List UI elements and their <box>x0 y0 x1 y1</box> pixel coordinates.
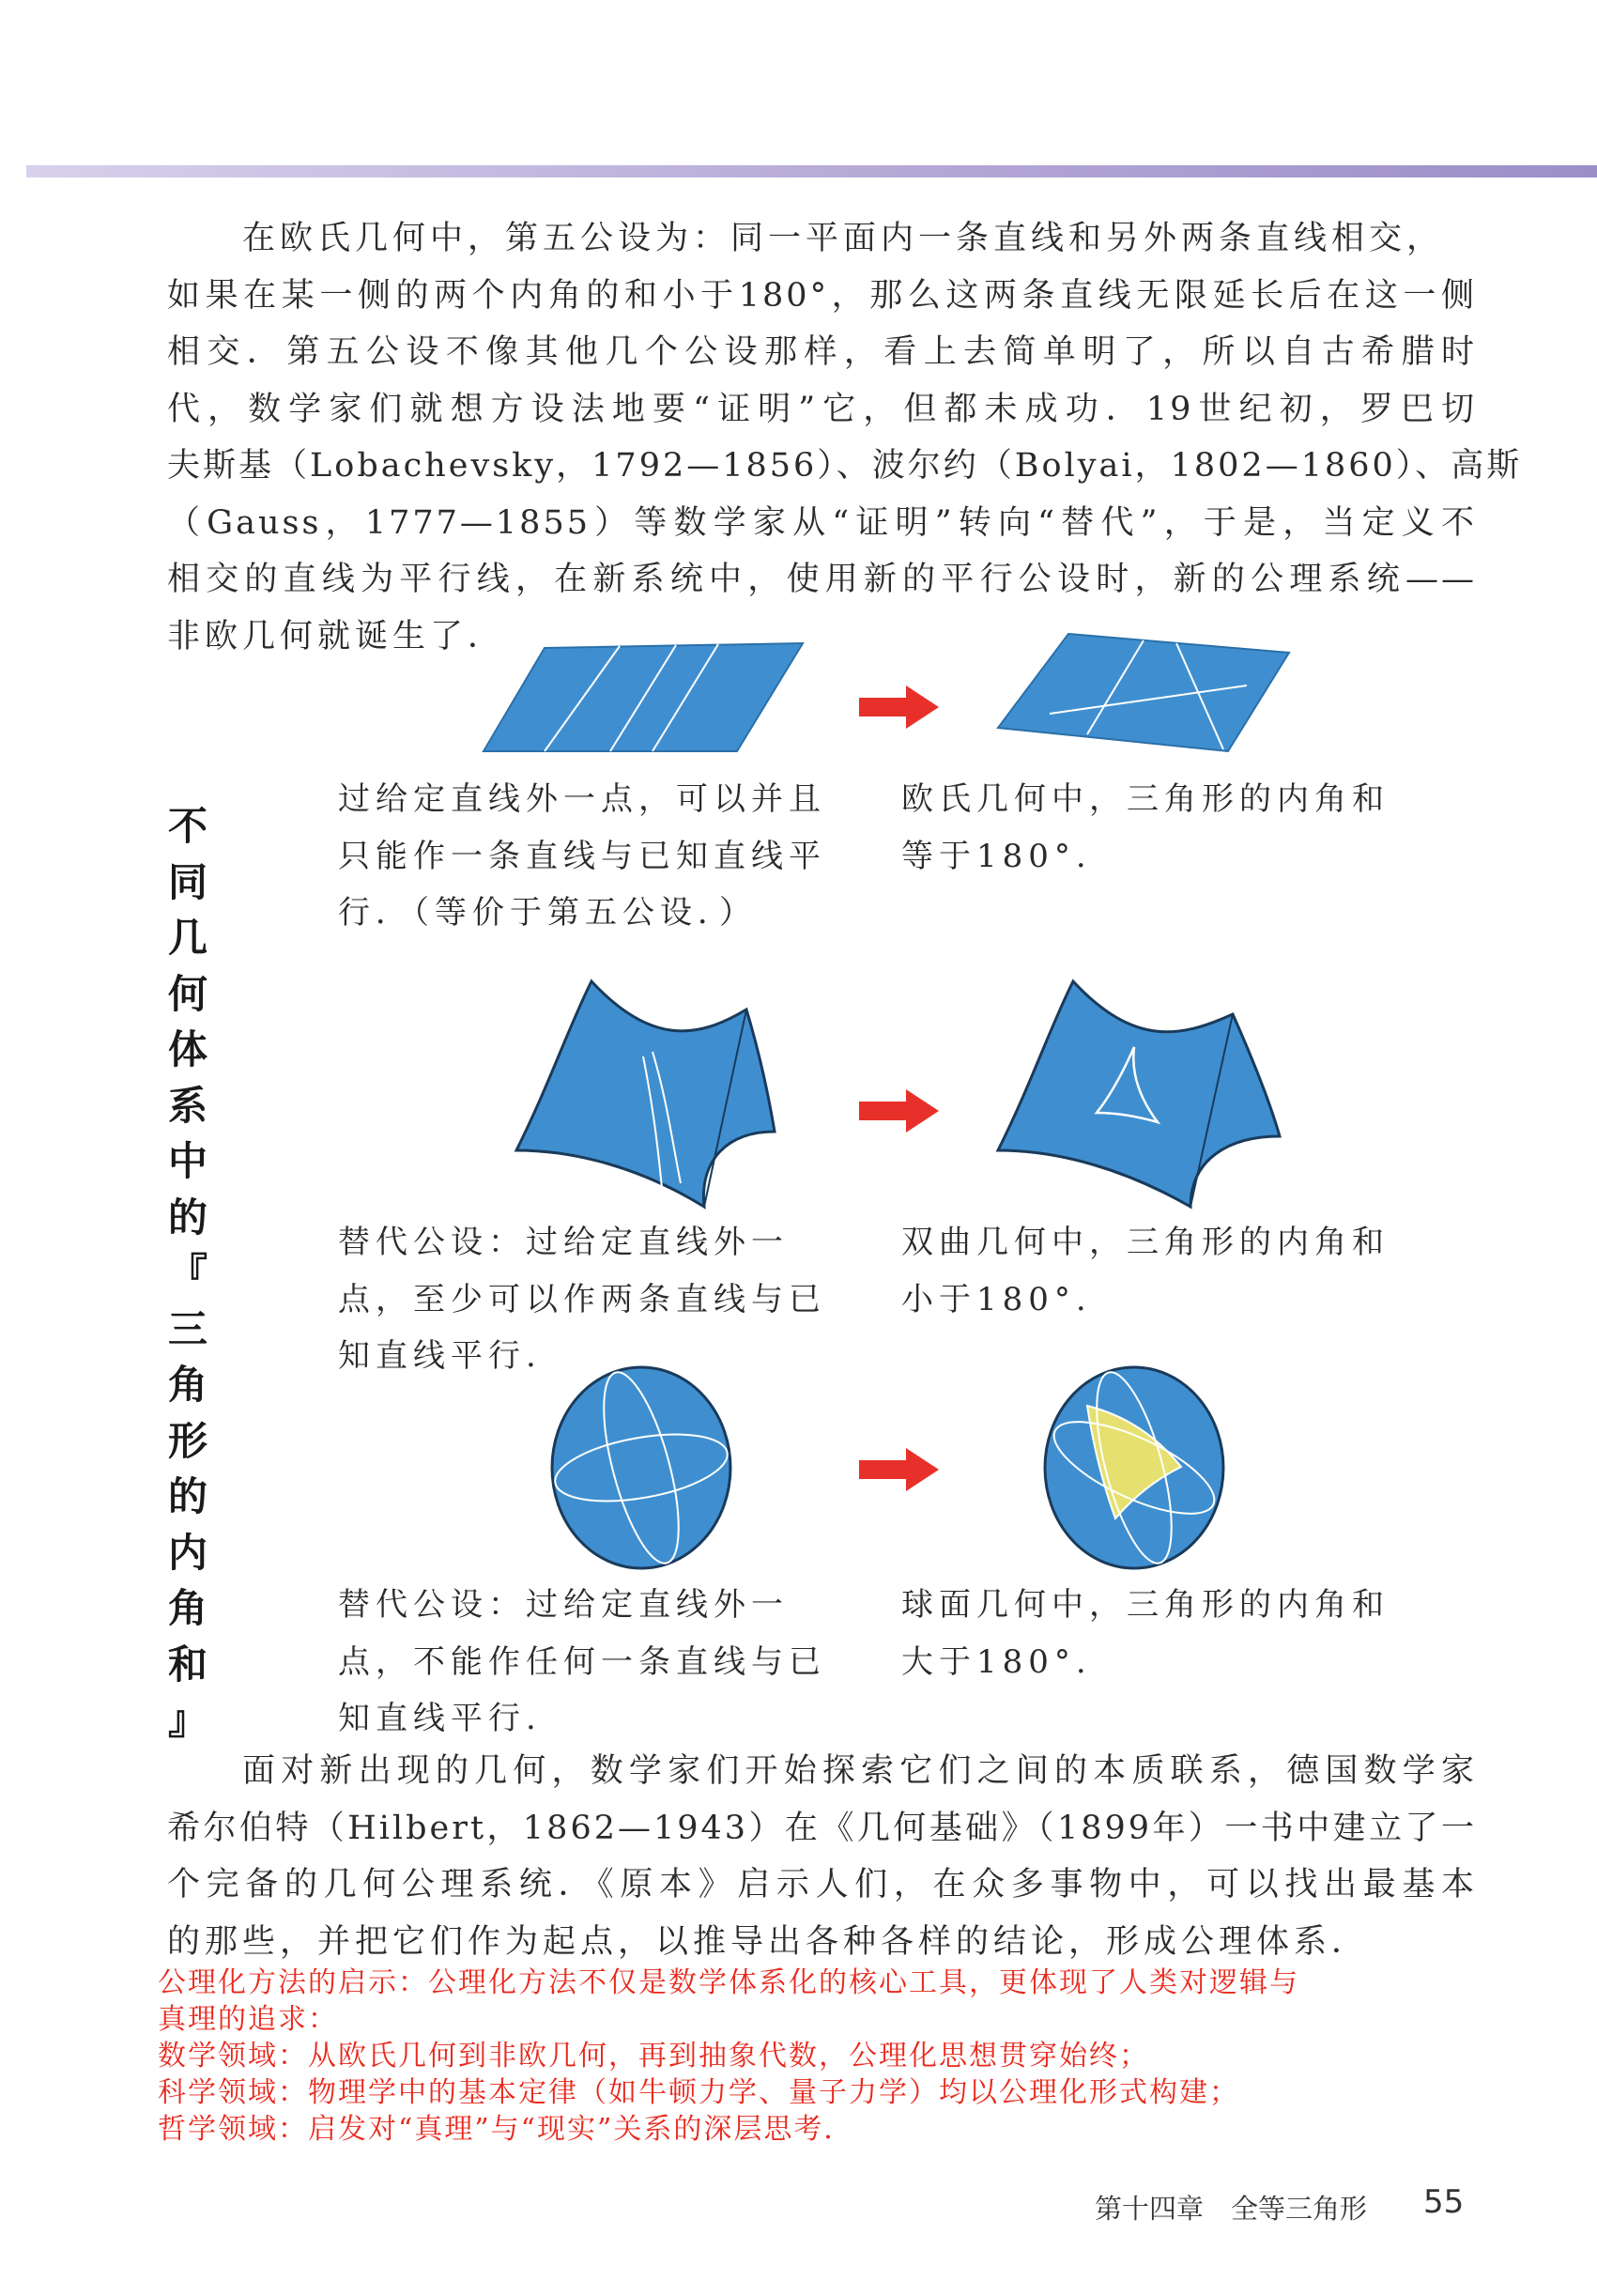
caption-parallel-postulate <box>338 771 826 942</box>
chapter-title: 第十四章 全等三角形 <box>1095 2193 1368 2225</box>
caption-line: 球面几何中，三角形的内角和 <box>901 1586 1390 1624</box>
arrow-icon <box>854 684 944 731</box>
text-line: 夫斯基（Lobachevsky，1792—1856）、波尔约（Bolyai，1802—1860）、高斯 <box>167 447 1523 485</box>
side-title-char: 和 <box>167 1641 207 1687</box>
annotation-line: 真理的追求： <box>158 2003 338 2036</box>
header-bar <box>26 165 1597 177</box>
caption-line: 行．（等价于第五公设．） <box>338 894 757 932</box>
caption-line: 替代公设：过给定直线外一 <box>338 1224 789 1261</box>
side-title <box>165 798 210 1749</box>
side-title-char: 角 <box>167 1362 207 1408</box>
side-title-char: 何 <box>167 970 207 1017</box>
caption-line: 知直线平行. <box>338 1337 542 1375</box>
text-line: 希尔伯特（Hilbert，1862—1943）在《几何基础》（1899年）一书中建立了一 <box>167 1809 1477 1847</box>
text-line: （Gauss，1777—1855）等数学家从“证明”转向“替代”，于是，当定义不 <box>167 503 1477 542</box>
text-line: 如果在某一侧的两个内角的和小于180°，那么这两条直线无限延长后在这一侧 <box>167 276 1477 315</box>
paragraph-1 <box>167 210 1523 665</box>
side-title-char: 同 <box>167 858 207 905</box>
handwritten-annotation <box>158 1965 1510 2148</box>
side-title-char: 的 <box>167 1194 207 1240</box>
side-title-char: 中 <box>167 1138 207 1184</box>
side-title-char: 的 <box>167 1473 207 1519</box>
side-title-char: 几 <box>167 915 207 961</box>
side-title-char: 体 <box>167 1026 207 1072</box>
text-line: 相交．第五公设不像其他几个公设那样，看上去简单明了，所以自古希腊时 <box>167 333 1477 371</box>
text-line: 面对新出现的几何，数学家们开始探索它们之间的本质联系，德国数学家 <box>242 1752 1477 1790</box>
side-title-char: 系 <box>167 1082 207 1129</box>
arrow-icon <box>854 1087 944 1134</box>
caption-line: 替代公设：过给定直线外一 <box>338 1586 789 1624</box>
caption-line: 过给定直线外一点，可以并且 <box>338 780 826 818</box>
side-title-char: 角 <box>167 1585 207 1631</box>
caption-line: 知直线平行. <box>338 1700 542 1737</box>
euclidean-plane-triangle <box>993 629 1294 756</box>
annotation-line: 科学领域：物理学中的基本定律（如牛顿力学、量子力学）均以公理化形式构建； <box>158 2076 1239 2109</box>
caption-line: 等于180°. <box>901 837 1092 875</box>
side-title-char: 不 <box>167 803 207 849</box>
text-line: 相交的直线为平行线，在新系统中，使用新的平行公设时，新的公理系统—— <box>167 561 1477 598</box>
side-title-char: 『 <box>167 1250 207 1296</box>
page-number: 55 <box>1423 2183 1465 2221</box>
annotation-line: 公理化方法的启示：公理化方法不仅是数学体系化的核心工具，更体现了人类对逻辑与 <box>158 1966 1299 1999</box>
arrow-icon <box>854 1446 944 1493</box>
caption-spherical-postulate <box>338 1577 826 1748</box>
caption-line: 大于180°. <box>901 1642 1092 1681</box>
paragraph-2 <box>167 1743 1477 1970</box>
caption-line: 点，不能作任何一条直线与已 <box>338 1642 826 1681</box>
spherical-sphere-lines <box>547 1364 735 1572</box>
caption-line: 欧氏几何中，三角形的内角和 <box>901 780 1390 818</box>
caption-line: 只能作一条直线与已知直线平 <box>338 837 826 875</box>
text-line: 在欧氏几何中，第五公设为：同一平面内一条直线和另外两条直线相交， <box>242 220 1445 257</box>
hyperbolic-saddle-parallel <box>512 972 779 1211</box>
hyperbolic-saddle-triangle <box>993 972 1289 1211</box>
side-title-char: 三 <box>167 1305 207 1352</box>
caption-euclidean-triangle <box>901 771 1390 885</box>
caption-hyperbolic-triangle <box>901 1214 1390 1328</box>
caption-line: 小于180°. <box>901 1280 1092 1318</box>
text-line: 的那些，并把它们作为起点，以推导出各种各样的结论，形成公理体系． <box>167 1922 1370 1961</box>
caption-hyperbolic-postulate <box>338 1214 826 1385</box>
side-title-char: 』 <box>167 1697 207 1743</box>
annotation-line: 数学领域：从欧氏几何到非欧几何，再到抽象代数，公理化思想贯穿始终； <box>158 2040 1149 2073</box>
annotation-line: 哲学领域：启发对“真理”与“现实”关系的深层思考． <box>158 2113 854 2146</box>
caption-line: 点，至少可以作两条直线与已 <box>338 1280 826 1318</box>
side-title-char: 内 <box>167 1529 207 1576</box>
text-line: 代，数学家们就想方设法地要“证明”它，但都未成功．19世纪初，罗巴切 <box>167 390 1477 428</box>
caption-spherical-triangle <box>901 1577 1390 1690</box>
caption-line: 双曲几何中，三角形的内角和 <box>901 1224 1390 1261</box>
euclidean-plane-parallel <box>479 620 807 756</box>
text-line: 个完备的几何公理系统．《原本》启示人们，在众多事物中，可以找出最基本 <box>167 1866 1477 1903</box>
side-title-char: 形 <box>167 1417 207 1464</box>
text-line: 非欧几何就诞生了． <box>167 617 506 655</box>
spherical-sphere-triangle <box>1040 1364 1228 1572</box>
